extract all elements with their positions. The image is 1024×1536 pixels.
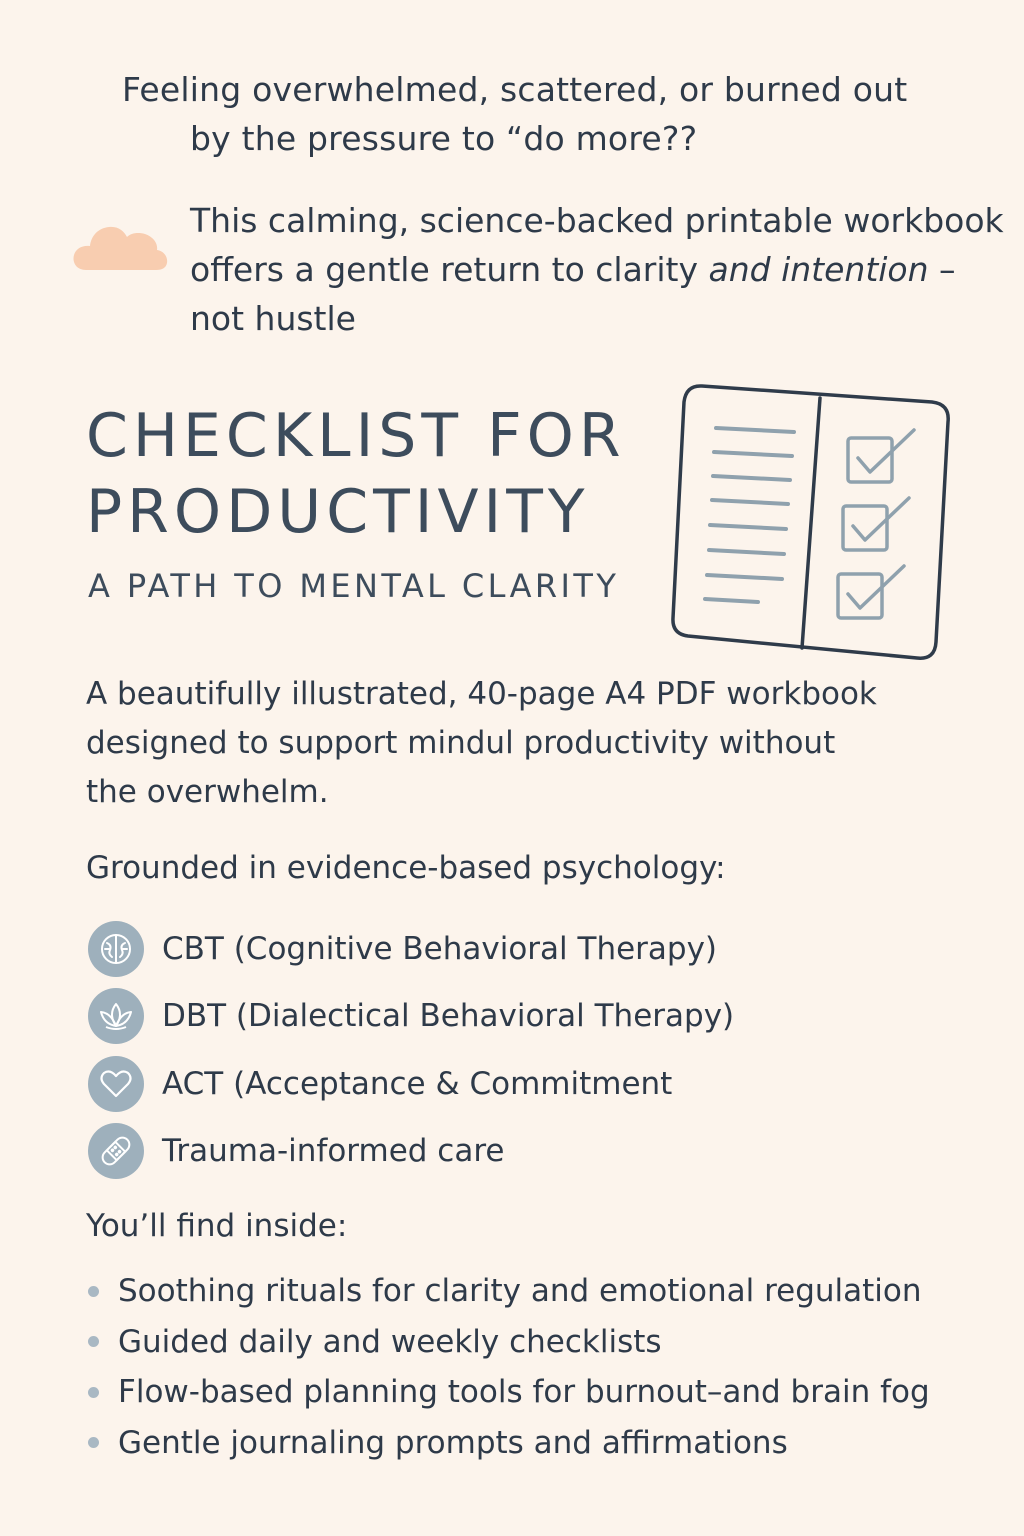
workbook-checklist-icon <box>668 380 958 670</box>
therapy-item-act <box>88 1050 734 1118</box>
therapy-item-trauma <box>88 1118 734 1186</box>
grounded-heading: Grounded in evidence-based psychology: <box>86 850 726 886</box>
bullet-icon <box>88 1437 99 1448</box>
list-item <box>88 1367 930 1418</box>
offer-line-2-italic: and intention <box>708 250 929 289</box>
therapy-label: CBT (Cognitive Behavioral Therapy) <box>162 930 718 967</box>
page-subtitle: A PATH TO MENTAL CLARITY <box>88 567 620 605</box>
list-item-label: Soothing rituals for clarity and emotional regulation <box>118 1273 922 1310</box>
bullet-icon <box>88 1387 99 1398</box>
intro-line-1: Feeling overwhelmed, scattered, or burned out <box>122 70 908 109</box>
heart-icon <box>88 1056 144 1112</box>
list-item <box>88 1418 930 1469</box>
description-line-2: designed to support mindul productivity without <box>86 725 836 761</box>
list-item-label: Guided daily and weekly checklists <box>118 1323 662 1360</box>
offer-line-3: not hustle <box>190 299 356 338</box>
therapy-label: DBT (Dialectical Behavioral Therapy) <box>162 998 735 1035</box>
offer-line-2-dash: – <box>928 250 956 289</box>
brain-icon <box>88 921 144 977</box>
offer-line-2-text: offers a gentle return to clarity <box>190 250 709 289</box>
title-line-1: CHECKLIST FOR <box>86 401 626 471</box>
bullet-icon <box>88 1336 99 1347</box>
description-line-1: A beautifully illustrated, 40-page A4 PDF workbook <box>86 676 877 712</box>
bullet-icon <box>88 1286 99 1297</box>
list-item <box>88 1266 930 1317</box>
intro-line-2: by the pressure to “do more?? <box>190 119 698 158</box>
title-line-2: PRODUCTIVITY <box>86 477 590 547</box>
cloud-icon <box>72 212 168 272</box>
offer-paragraph <box>190 196 1004 343</box>
bandage-icon <box>88 1123 144 1179</box>
therapy-list <box>88 915 734 1185</box>
inside-list <box>88 1266 930 1468</box>
description-line-3: the overwhelm. <box>86 774 329 810</box>
inside-heading: You’ll find inside: <box>86 1208 348 1244</box>
list-item-label: Gentle journaling prompts and affirmations <box>118 1424 788 1461</box>
lotus-icon <box>88 988 144 1044</box>
therapy-item-dbt <box>88 983 734 1051</box>
therapy-label: Trauma-informed care <box>162 1133 505 1170</box>
therapy-item-cbt <box>88 915 734 983</box>
page-title <box>86 398 626 550</box>
list-item-label: Flow-based planning tools for burnout–and brain fog <box>118 1374 930 1411</box>
list-item <box>88 1317 930 1368</box>
workbook-description <box>86 670 877 817</box>
offer-line-1: This calming, science-backed printable workbook <box>190 201 1004 240</box>
therapy-label: ACT (Acceptance & Commitment <box>162 1065 673 1102</box>
offer-line-2 <box>190 245 990 294</box>
